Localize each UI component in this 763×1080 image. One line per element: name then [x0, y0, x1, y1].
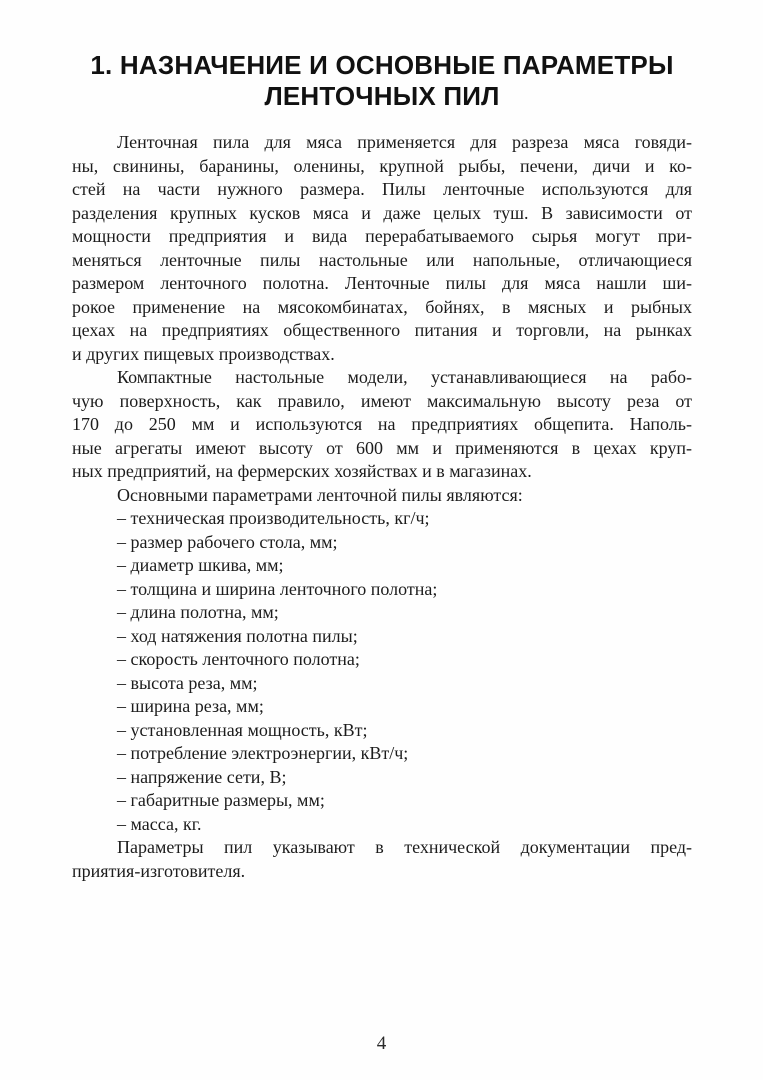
paragraph-2: [72, 366, 692, 484]
list-item: – размер рабочего стола, мм;: [117, 531, 338, 552]
paragraph-line: стей на части нужного размера. Пилы ленточные используются для: [72, 179, 692, 199]
list-item: – ширина реза, мм;: [117, 696, 264, 716]
paragraph-line: размером ленточного полотна. Ленточные пилы для мяса нашли ши-: [72, 273, 692, 293]
paragraph-line: чую поверхность, как правило, имеют максимальную высоту реза от: [72, 390, 692, 411]
paragraph-line: приятия-изготовителя.: [72, 860, 246, 881]
paragraph-line: рокое применение на мясокомбинатах, бойнях, в мясных и рыбных: [72, 296, 692, 317]
parameters-list: [72, 507, 692, 836]
paragraph-line: Параметры пил указывают в технической документации пред-: [117, 837, 692, 857]
page-number: 4: [376, 1033, 387, 1054]
paragraph-line: разделения крупных кусков мяса и даже целых туш. В зависимости от: [72, 202, 692, 223]
list-item: – ход натяжения полотна пилы;: [117, 625, 358, 646]
list-item: – скорость ленточного полотна;: [117, 649, 360, 669]
paragraph-line: цехах на предприятиях общественного питания и торговли, на рынках: [72, 320, 692, 340]
chapter-heading-line-2: ЛЕНТОЧНЫХ ПИЛ: [264, 81, 500, 111]
list-item: – длина полотна, мм;: [117, 602, 279, 622]
paragraph-line: ных предприятий, на фермерских хозяйствах и в магазинах.: [72, 461, 532, 481]
parameters-list-intro: Основными параметрами ленточной пилы являются:: [117, 484, 523, 505]
list-item: – установленная мощность, кВт;: [117, 719, 368, 740]
body-text: [72, 131, 692, 883]
paragraph-line: 170 до 250 мм и используются на предприятиях общепита. Наполь-: [72, 414, 692, 434]
list-item: – напряжение сети, В;: [117, 766, 287, 787]
paragraph-1: [72, 131, 692, 366]
list-item: – потребление электроэнергии, кВт/ч;: [117, 743, 409, 763]
chapter-heading: [72, 50, 692, 112]
list-item: – масса, кг.: [117, 813, 202, 834]
page-content: [72, 0, 692, 883]
list-item: – техническая производительность, кг/ч;: [117, 508, 430, 528]
list-item: – габаритные размеры, мм;: [117, 790, 325, 810]
paragraph-line: мощности предприятия и вида перерабатываемого сырья могут при-: [72, 226, 692, 246]
paragraph-line: ны, свинины, баранины, оленины, крупной рыбы, печени, дичи и ко-: [72, 155, 692, 176]
paragraph-line: ные агрегаты имеют высоту от 600 мм и применяются в цехах круп-: [72, 437, 692, 458]
list-item: – диаметр шкива, мм;: [117, 555, 284, 575]
paragraph-line: и других пищевых производствах.: [72, 343, 335, 364]
closing-paragraph: [72, 836, 692, 883]
paragraph-line: меняться ленточные пилы настольные или напольные, отличающиеся: [72, 249, 692, 270]
list-item: – толщина и ширина ленточного полотна;: [117, 578, 438, 599]
paragraph-line: Компактные настольные модели, устанавливающиеся на рабо-: [117, 367, 692, 387]
list-item: – высота реза, мм;: [117, 672, 258, 693]
chapter-heading-line-1: 1. НАЗНАЧЕНИЕ И ОСНОВНЫЕ ПАРАМЕТРЫ: [90, 50, 674, 80]
paragraph-line: Ленточная пила для мяса применяется для разреза мяса говяди-: [117, 132, 692, 152]
